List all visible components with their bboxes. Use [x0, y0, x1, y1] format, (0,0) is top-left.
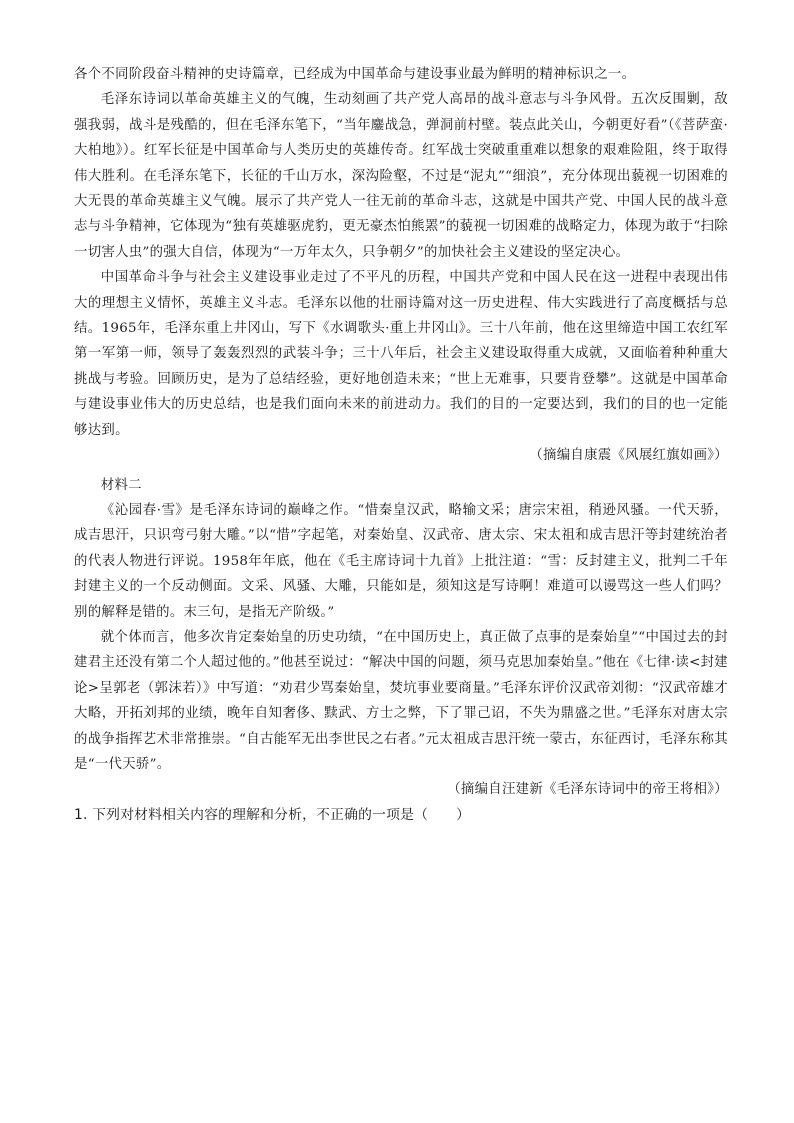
paragraph-1: 各个不同阶段奋斗精神的史诗篇章，已经成为中国革命与建设事业最为鲜明的精神标识之一。: [74, 67, 636, 82]
paragraph-2: 毛泽东诗词以革命英雄主义的气魄，生动刻画了共产党人高昂的战斗意志与斗争风骨。五次反围剿，敌强我弱，战斗是残酷的，但在毛泽东笔下，“当年鏖战急，弹洞前村壁。装点此关山，今朝更好看”（《菩萨蛮·大柏地》）。红军长征是中国革命与人类历史的英雄传奇。红军战士突破重重难以想象的艰难险阻，终于取得伟大胜利。在毛泽东笔下，长征的千山万水，深沟险壑，不过是“泥丸”“细浪”，充分体现出藐视一切困难的大无畏的革命英雄主义气魄。展示了共产党人一往无前的革命斗志，这就是中国共产党、中国人民的战斗意志与斗争精神，它体现为“独有英雄驱虎豹，更无豪杰怕熊罴”的藐视一切困难的战略定力，体现为敢于“扫除一切害人虫”的强大自信，体现为“一万年太久，只争朝夕”的加快社会主义建设的坚定决心。: [74, 92, 728, 260]
paragraph-5: 就个体而言，他多次肯定秦始皇的历史功绩，“在中国历史上，真正做了点事的是秦始皇”“中国过去的封建君主还没有第二个人超过他的。”他甚至说过：“解决中国的问题，须马克思加秦始皇。”他在《七律·读<封建论>呈郭老（郭沫若）》中写道：“劝君少骂秦始皇，焚坑事业要商量。”毛泽东评价汉武帝刘彻：“汉武帝雄才大略，开拓刘邦的业绩，晚年自知奢侈、黩武、方士之弊，下了罪己诏，不失为鼎盛之世。”毛泽东对唐太宗的战争指挥艺术非常推崇。“自古能军无出李世民之右者。”元太祖成吉思汗统一蒙古，东征西讨，毛泽东称其是“一代天骄”。: [74, 629, 728, 772]
section-heading-material-two: 材料二: [100, 477, 142, 493]
source-citation-2: （摘编自汪建新《毛泽东诗词中的帝王将相》）: [447, 782, 728, 798]
paragraph-3: 中国革命斗争与社会主义建设事业走过了不平凡的历程，中国共产党和中国人民在这一进程中表现出伟大的理想主义情怀，英雄主义斗志。毛泽东以他的壮丽诗篇对这一历史进程、伟大实践进行了高度概括与总结。1965年，毛泽东重上井冈山，写下《水调歌头·重上井冈山》。三十八年前，他在这里缔造中国工农红军第一军第一师，领导了轰轰烈烈的武装斗争；三十八年后，社会主义建设取得重大成就，又面临着种种重大挑战与考验。回顾历史，是为了总结经验，更好地创造未来；“世上无难事，只要肯登攀”。这就是中国革命与建设事业伟大的历史总结，也是我们面向未来的前进动力。我们的目的一定要达到，我们的目的也一定能够达到。: [74, 270, 728, 438]
question-1: 1. 下列对材料相关内容的理解和分析，不正确的一项是（ ）: [74, 806, 471, 823]
source-citation-1: （摘编自康震《风展红旗如画》）: [529, 448, 728, 464]
paragraph-4: 《沁园春·雪》是毛泽东诗词的巅峰之作。“惜秦皇汉武，略输文采；唐宗宋祖，稍逊风骚。一代天骄，成吉思汗，只识弯弓射大雕。”以“惜”字起笔，对秦始皇、汉武帝、唐太宗、宋太祖和成吉思汗等封建统治者的代表人物进行评说。1958年年底，他在《毛主席诗词十九首》上批注道：“雪：反封建主义，批判二千年封建主义的一个反动侧面。文采、风骚、大雕，只能如是，须知这是写诗啊！难道可以谩骂这一些人们吗？别的解释是错的。末三句，是指无产阶级。”: [74, 502, 728, 620]
document-page: [74, 62, 728, 827]
